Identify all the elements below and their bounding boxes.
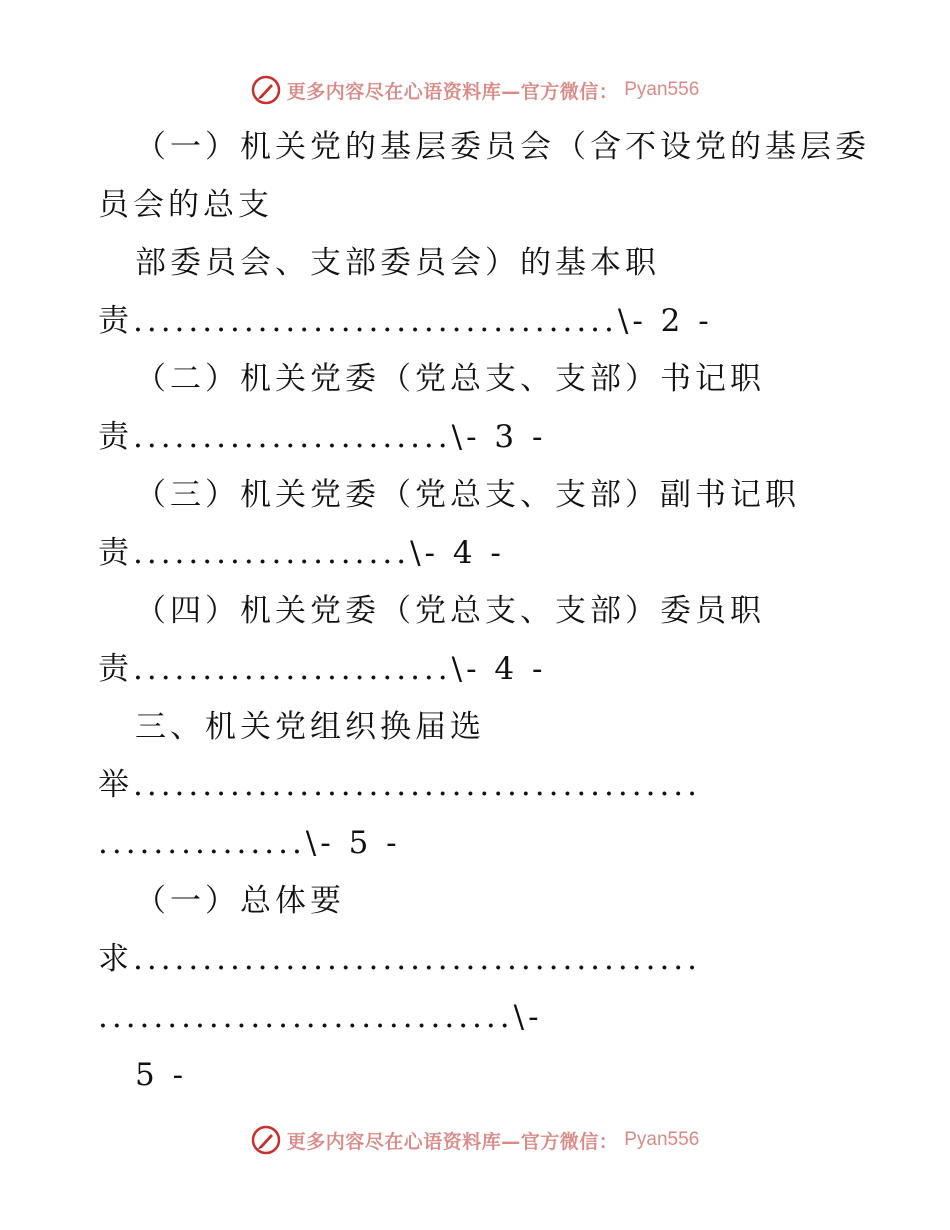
- header-banner: [0, 70, 950, 110]
- toc-line: 责...................................\- 2 -: [98, 303, 713, 339]
- toc-line: （一）机关党的基层委员会（含不设党的基层委: [135, 129, 870, 165]
- toc-line: ...............\- 5 -: [98, 825, 401, 861]
- toc-line: 5 -: [135, 1057, 188, 1093]
- toc-line: 责....................\- 4 -: [98, 535, 505, 571]
- toc-line: 员会的总支: [98, 187, 273, 223]
- banner-wechat-id: Pyan556: [624, 1129, 700, 1150]
- banner-wechat-id: Pyan556: [624, 79, 700, 100]
- table-of-contents: [0, 118, 950, 1108]
- footer-banner: [0, 1120, 950, 1160]
- toc-line: 责.......................\- 3 -: [98, 419, 547, 455]
- toc-line: 部委员会、支部委员会）的基本职: [135, 245, 660, 281]
- toc-line: 举.........................................: [98, 767, 702, 803]
- banner-promo-text: 更多内容尽在心语资料库—官方微信：: [286, 80, 619, 103]
- toc-line: （四）机关党委（党总支、支部）委员职: [135, 593, 765, 629]
- toc-line: （三）机关党委（党总支、支部）副书记职: [135, 477, 800, 513]
- toc-line: 三、机关党组织换届选: [135, 709, 485, 745]
- toc-line: （二）机关党委（党总支、支部）书记职: [135, 361, 765, 397]
- toc-line: （一）总体要: [135, 883, 345, 919]
- banner-promo-text: 更多内容尽在心语资料库—官方微信：: [286, 1130, 619, 1153]
- toc-line: 责.......................\- 4 -: [98, 651, 547, 687]
- quill-pen-icon: [251, 1125, 281, 1155]
- quill-pen-icon: [251, 75, 281, 105]
- toc-line: ..............................\-: [98, 999, 543, 1035]
- toc-line: 求.........................................: [98, 941, 702, 977]
